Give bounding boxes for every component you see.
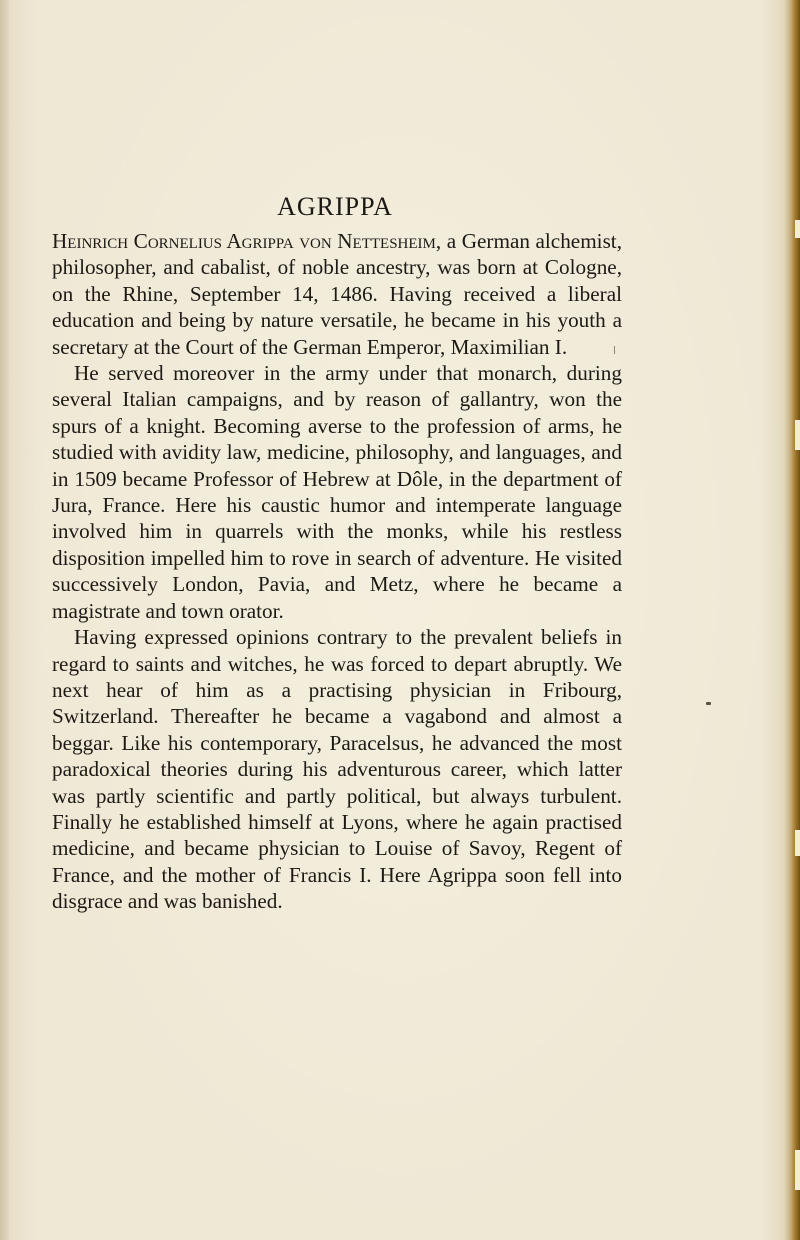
edge-tear — [795, 420, 800, 450]
body-text — [52, 228, 622, 915]
edge-tear — [795, 220, 800, 238]
paragraph-2: He served moreover in the army under that monarch, during several Italian campaigns, and by reason of gallantry, won the spurs of a knight. Becoming averse to the profession of arms, he studied with avidity law, medicine, philosophy, and languages, and in 1509 became Professor of Hebrew at Dôle, in the department of Jura, France. Here his caustic humor and intemperate language involved him in quarrels with the monks, while his restless disposition impelled him to rove in search of adventure. He visited successively London, Pavia, and Metz, where he became a magistrate and town orator. — [52, 361, 622, 623]
paragraph-1-text: a German alchemist, philosopher, and cabalist, of noble ancestry, was born at Cologne, on the Rhine, September 14, 1486. Having received a liberal education and being by nature versatile, he became in his youth a secretary at the Court of the German Emperor, Maximilian I. — [52, 229, 622, 359]
page-right-edge — [784, 0, 800, 1240]
paragraph-1 — [52, 228, 622, 360]
edge-tear — [795, 1150, 800, 1190]
author-name-lead: Heinrich Cornelius Agrippa von Nettesheim, — [52, 229, 442, 253]
margin-mark — [706, 702, 711, 705]
page-left-edge — [0, 0, 9, 1240]
margin-mark — [614, 346, 619, 354]
page-title: AGRIPPA — [277, 192, 393, 221]
paragraph-3: Having expressed opinions contrary to the prevalent beliefs in regard to saints and witches, he was forced to depart abruptly. We next hear of him as a practising physician in Fribourg, Switzerland. Thereafter he became a vagabond and almost a beggar. Like his contemporary, Paracelsus, he advanced the most paradoxical theories during his adventurous career, which latter was partly scientific and partly political, but always turbulent. Finally he established himself at Lyons, where he again practised medicine, and became physician to Louise of Savoy, Regent of France, and the mother of Francis I. Here Agrippa soon fell into disgrace and was banished. — [52, 625, 622, 914]
edge-tear — [795, 830, 800, 856]
